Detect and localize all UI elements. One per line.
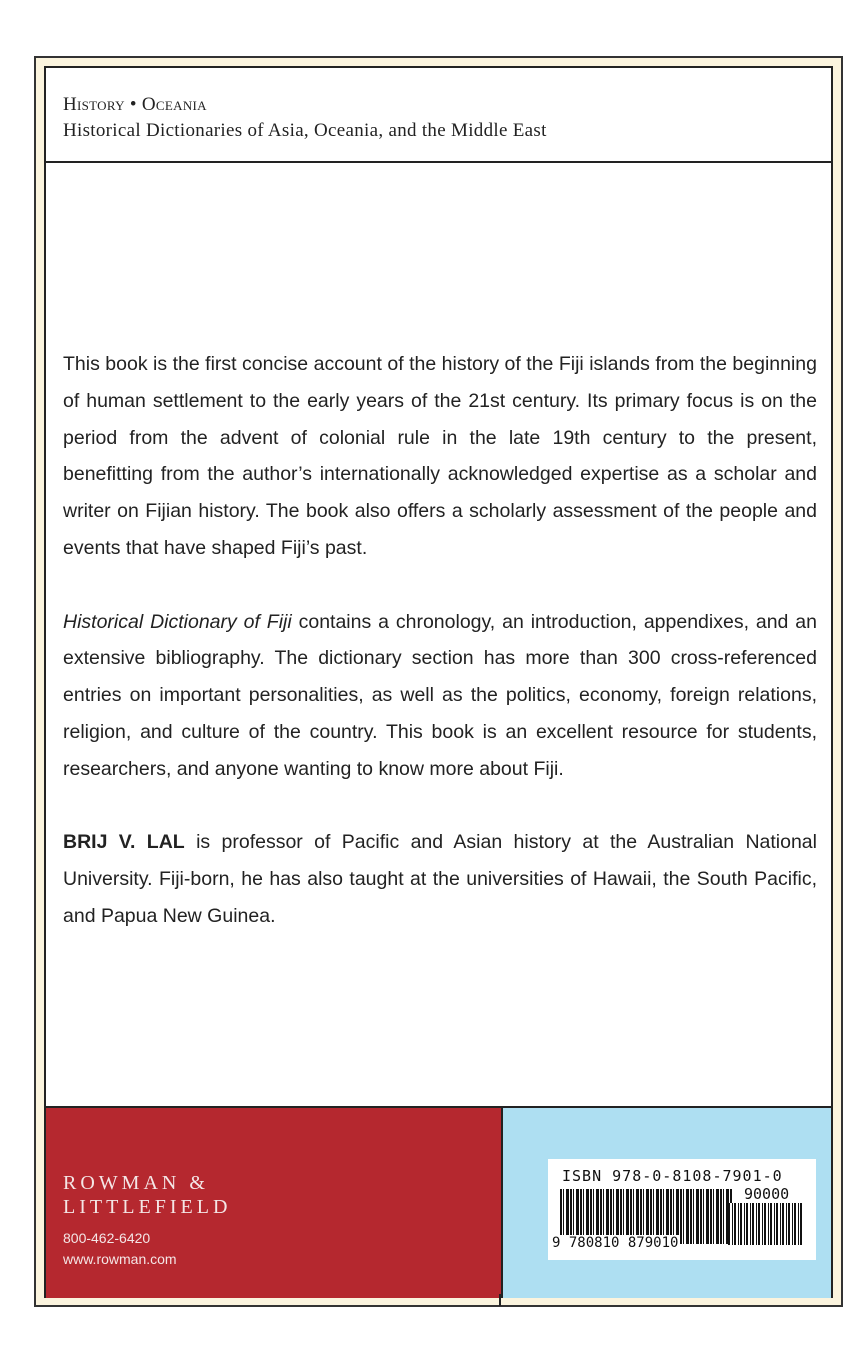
publisher-logo (63, 1171, 231, 1219)
subject-oceania: Oceania (141, 94, 207, 115)
author-bio (63, 824, 817, 934)
addon-bars (728, 1203, 804, 1245)
price-addon: 90000 (744, 1185, 790, 1203)
author-name: BRIJ V. LAL (63, 831, 185, 854)
barcode-digits: 9 780810 879010 (552, 1235, 679, 1251)
divider-line (499, 1294, 501, 1306)
series-header (46, 68, 831, 163)
publisher-website: www.rowman.com (63, 1251, 177, 1267)
blurb-text-2: contains a chronology, an introduction, appendixes, and an extensive bibliography. The dictionary section has more than 300 cross-referenced entries on important personalities, as well as the politics, economy, foreign relations, religion, and culture of the country. This book is an excellent resource for students, researchers, and anyone wanting to know more about Fiji. (63, 610, 817, 780)
subject-history: History (63, 94, 125, 115)
publisher-line-1: ROWMAN & (63, 1172, 209, 1194)
back-cover (44, 66, 833, 1298)
isbn-text: ISBN 978-0-8108-7901-0 (562, 1167, 783, 1185)
publisher-panel (46, 1106, 503, 1298)
barcode-panel (503, 1106, 831, 1298)
publisher-phone: 800-462-6420 (63, 1230, 151, 1246)
book-title: Historical Dictionary of Fiji (63, 610, 292, 633)
publisher-line-2: LITTLEFIELD (63, 1196, 232, 1218)
subject-line (63, 92, 547, 118)
blurb-paragraph-2 (63, 604, 817, 788)
isbn-barcode (548, 1159, 816, 1260)
blurb-paragraph-1: This book is the first concise account of the history of the Fiji islands from the beginning of human settlement to the early years of the 21st century. Its primary focus is on the period from the advent of colonial rule in the late 19th century to the present, benefitting from the author’s internationally acknowledged expertise as a scholar and writer on Fijian history. The book also offers a scholarly assessment of the people and events that have shaped Fiji’s past. (63, 353, 817, 559)
series-title: Historical Dictionaries of Asia, Oceania, and the Middle East (63, 120, 547, 141)
author-bio-text: is professor of Pacific and Asian history at the Australian National University. Fiji-born, he has also taught at the universities of Hawaii, the South Pacific, and Papua New Guinea. (63, 831, 817, 927)
blurb (63, 346, 817, 972)
bullet: • (129, 94, 137, 115)
